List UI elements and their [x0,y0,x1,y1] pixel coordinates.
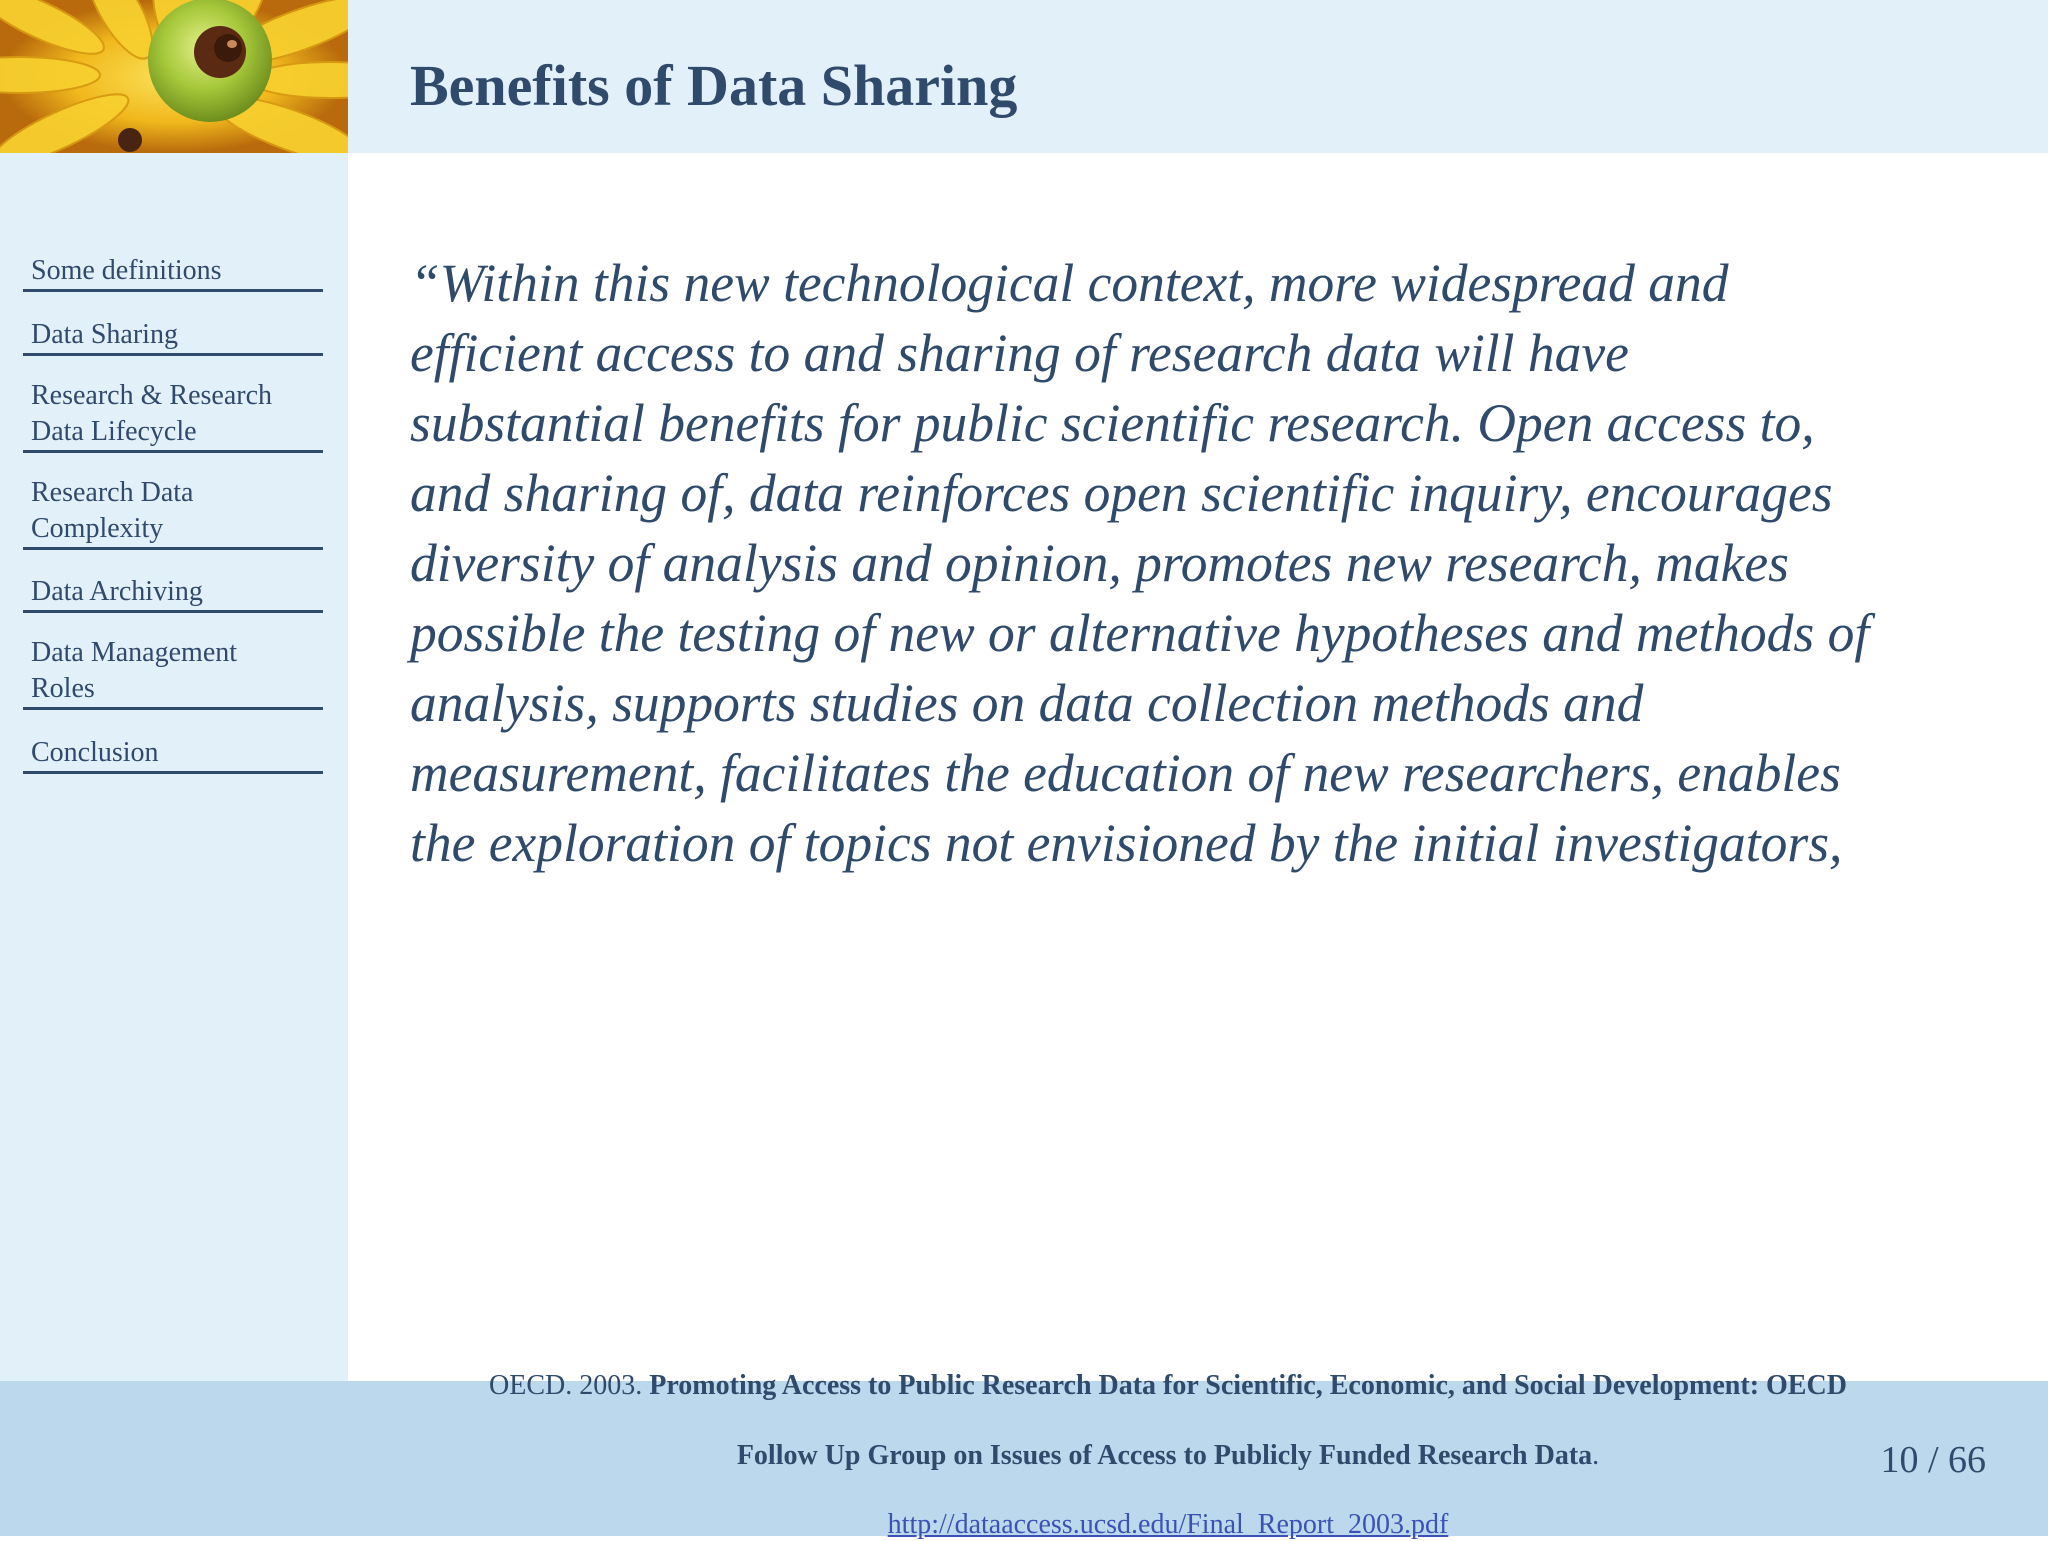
reference-line-1 [348,1370,1988,1402]
page-title: Benefits of Data Sharing [410,53,1018,118]
reference-line-3 [348,1509,1988,1541]
sidebar-item-research-lifecycle[interactable]: Research & Research Data Lifecycle [23,378,323,453]
sunflower-logo [0,0,348,153]
sunflower-icon [0,0,348,153]
reference-period: . [1592,1440,1600,1471]
sidebar-item-research-data-complexity[interactable]: Research Data Complexity [23,475,323,550]
reference-prefix: OECD. 2003. [489,1370,650,1401]
quote-text: “Within this new technological context, more widespread and efficient access to and sharing of research data will have substantial benefits for public scientific research. Open access to, and sharing of, data reinforces open scientific inquiry, encourages diversity of analysis and opinion, promotes new research, makes possible the testing of new or alternative hypotheses and methods of analysis, supports studies on data collection methods and measurement, facilitates the education of new researchers, enables the exploration of topics not envisioned by the initial investigators, [410,253,1870,873]
sidebar-item-conclusion[interactable]: Conclusion [23,735,323,774]
header-bar [0,0,2048,153]
page-number: 10 / 66 [1880,1439,1986,1481]
reference-url-link[interactable]: http://dataaccess.ucsd.edu/Final_Report_2003.pdf [887,1509,1449,1540]
sidebar-item-data-archiving[interactable]: Data Archiving [23,574,323,613]
sidebar-item-some-definitions[interactable]: Some definitions [23,253,323,292]
sidebar-item-data-sharing[interactable]: Data Sharing [23,317,323,356]
sidebar-item-data-management-roles[interactable]: Data Management Roles [23,635,323,710]
reference-title-part-2: Follow Up Group on Issues of Access to Publicly Funded Research Data [736,1440,1593,1471]
reference-line-2 [348,1440,1988,1472]
reference-title-part-1: Promoting Access to Public Research Data for Scientific, Economic, and Social Development: OECD [649,1370,1847,1401]
